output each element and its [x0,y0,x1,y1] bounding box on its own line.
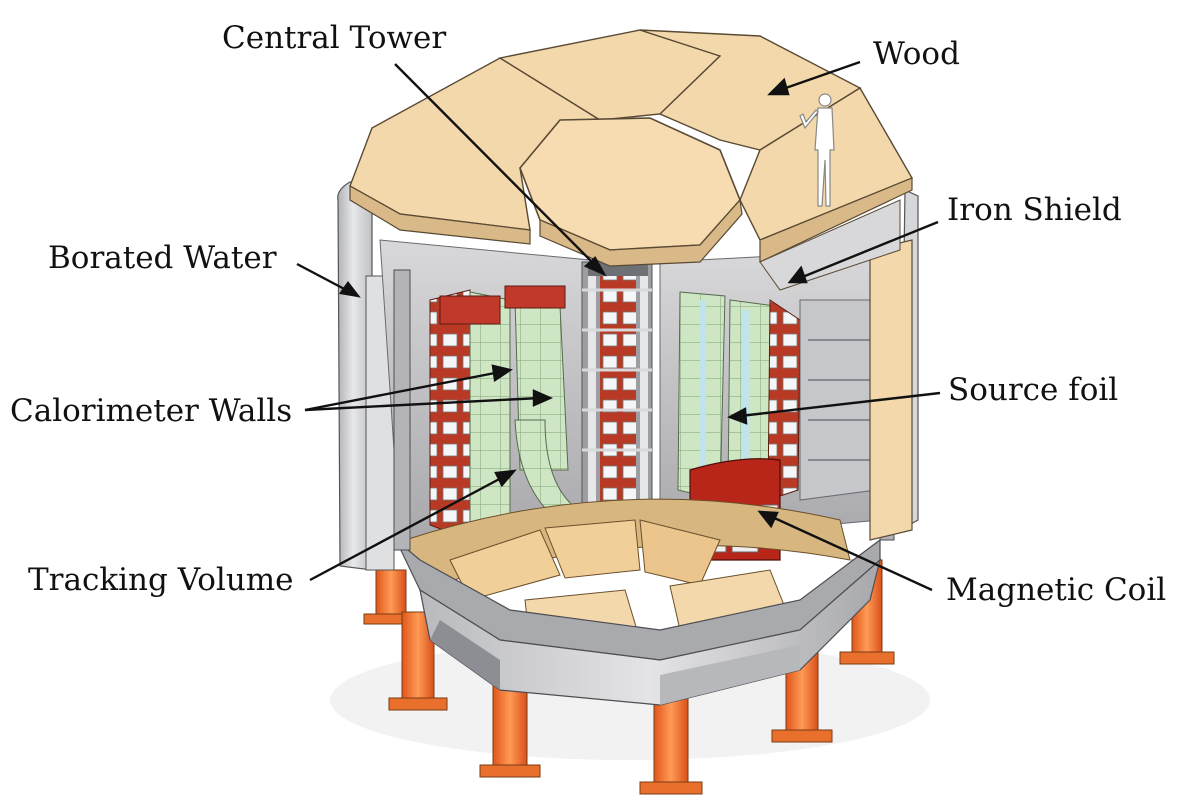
label-central-tower: Central Tower [222,20,447,56]
source-foil-strip-2 [742,310,750,480]
label-source-foil: Source foil [948,372,1119,408]
label-magnetic-coil: Magnetic Coil [946,572,1167,608]
label-iron-shield: Iron Shield [947,192,1122,228]
floor-plate-2 [545,520,640,578]
frame-pillar-left [394,270,410,550]
label-wood: Wood [873,36,960,72]
label-calorimeter-walls: Calorimeter Walls [10,393,293,429]
cabling-block-left [440,296,500,324]
left-calorimeter-wall [470,292,510,548]
left-calorimeter-pmts [430,290,470,540]
label-borated-water: Borated Water [48,240,277,276]
source-foil-strip [700,300,706,490]
label-tracking-volume: Tracking Volume [28,562,294,598]
cabling-block-mid [505,286,565,308]
iron-shield-right-panel [800,300,880,500]
